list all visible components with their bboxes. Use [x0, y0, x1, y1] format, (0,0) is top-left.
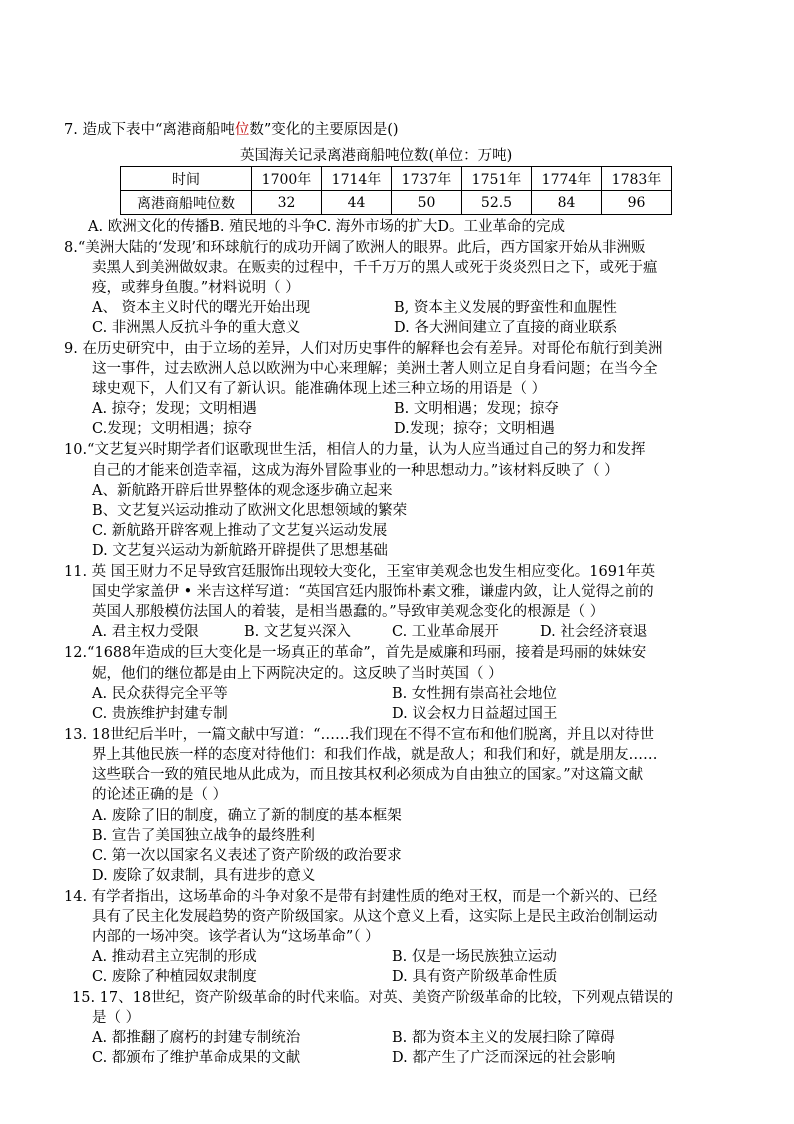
q13-stem-line: 界上其他民族一样的态度对待他们：和我们作战，就是敌人；和我们和好，就是朋友……	[92, 747, 658, 763]
q8-stem-line: 疫，或葬身鱼腹。”材料说明（ ）	[92, 280, 300, 296]
q9-option-c: C.发现；文明相遇；掠夺	[92, 421, 253, 437]
q13-option-b: B. 宣告了美国独立战争的最终胜利	[92, 828, 315, 844]
q8-option-b: B, 资本主义发展的野蛮性和血腥性	[394, 300, 617, 316]
q12-stem-line: 12.“1688年造成的巨大变化是一场真正的革命”，首先是威廉和玛丽，接着是玛丽的妹妹安	[64, 645, 647, 661]
q7-options: A. 欧洲文化的传播B. 殖民地的斗争C. 海外市场的扩大D。工业革命的完成	[88, 219, 565, 235]
q11-stem-line: 国史学家盖伊 • 米吉这样写道：“英国宫廷内服饰朴素文雅，谦虚内敛，让人觉得之前的	[92, 584, 654, 600]
table-cell-year: 1783年	[602, 167, 672, 191]
q9-option-d: D.发现；掠夺；文明相遇	[394, 421, 555, 437]
q10-stem-line: 10.“文艺复兴时期学者们讴歌现世生活，相信人的力量，认为人应当通过自己的努力和发挥	[64, 442, 646, 458]
table-cell-year: 1751年	[462, 167, 532, 191]
q9-option-a: A. 掠夺；发现；文明相遇	[92, 401, 257, 417]
table-cell-value: 96	[602, 191, 672, 215]
q13-option-c: C. 第一次以国家名义表述了资产阶级的政治要求	[92, 848, 402, 864]
table-cell-value: 52.5	[462, 191, 532, 215]
table-cell-value: 44	[322, 191, 392, 215]
q8-stem-line: 8.“美洲大陆的‘发现’和环球航行的成功开阔了欧洲人的眼界。此后，西方国家开始从非洲贩	[64, 240, 646, 256]
table-cell-year: 1774年	[532, 167, 602, 191]
q11-option-a: A. 君主权力受限	[92, 624, 199, 640]
q8-option-c: C. 非洲黑人反抗斗争的重大意义	[92, 320, 301, 336]
q14-option-b: B. 仅是一场民族独立运动	[392, 949, 557, 965]
q12-option-d: D. 议会权力日益超过国王	[392, 706, 558, 722]
q14-stem-line: 具有了民主化发展趋势的资产阶级国家。从这个意义上看，这实际上是民主政治创制运动	[92, 909, 658, 925]
q15-option-c: C. 都颁布了维护革命成果的文献	[92, 1050, 301, 1066]
table-row	[121, 167, 672, 191]
q13-option-d: D. 废除了奴隶制，具有进步的意义	[92, 868, 316, 884]
q15-stem-line: 15. 17、18世纪，资产阶级革命的时代来临。对英、美资产阶级革命的比较，下列观点错误的	[72, 990, 674, 1006]
q13-option-a: A. 废除了旧的制度，确立了新的制度的基本框架	[92, 808, 402, 824]
q11-option-c: C. 工业革命展开	[392, 624, 499, 640]
q7-stem-post: 数”变化的主要原因是()	[249, 122, 399, 138]
q7-stem-pre: 7. 造成下表中“离港商船吨	[64, 122, 235, 138]
q15-option-a: A. 都推翻了腐朽的封建专制统治	[92, 1030, 301, 1046]
table-cell-year: 1714年	[322, 167, 392, 191]
q9-stem-line: 这一事件，过去欧洲人总以欧洲为中心来理解；美洲土著人则立足自身看问题；在当今全	[92, 361, 658, 377]
q8-option-d: D. 各大洲间建立了直接的商业联系	[394, 320, 618, 336]
q13-stem-line: 这些联合一致的殖民地从此成为，而且按其权利必须成为自由独立的国家。”对这篇文献	[92, 767, 644, 783]
q14-option-a: A. 推动君主立宪制的形成	[92, 949, 257, 965]
q14-option-d: D. 具有资产阶级革命性质	[392, 969, 558, 985]
q14-stem-line: 14. 有学者指出，这场革命的斗争对象不是带有封建性质的绝对王权，而是一个新兴的、已经	[64, 889, 658, 905]
q13-stem-line: 13. 18世纪后半叶，一篇文献中写道：“……我们现在不得不宣布和他们脱离，并且以对待世	[64, 727, 655, 743]
q11-stem-line: 11. 英 国王财力不足导致宫廷服饰出现较大变化，王室审美观念也发生相应变化。1691年英	[64, 564, 656, 580]
q10-stem-line: 自己的才能来创造幸福，这成为海外冒险事业的一种思想动力。”该材料反映了（ ）	[92, 463, 619, 479]
table-row	[121, 191, 672, 215]
table-cell-value: 84	[532, 191, 602, 215]
q10-option-d: D. 文艺复兴运动为新航路开辟提供了思想基础	[92, 543, 388, 559]
q12-stem-line: 妮，他们的继位都是由上下两院决定的。这反映了当时英国（ ）	[92, 666, 503, 682]
q11-stem-line: 英国人那般模仿法国人的着装，是相当愚蠢的。”导致审美观念变化的根源是（ ）	[92, 604, 605, 620]
q10-option-b: B、文艺复兴运动推动了欧洲文化思想领域的繁荣	[92, 503, 408, 519]
q7-table-title: 英国海关记录离港商船吨位数(单位：万吨)	[240, 148, 513, 164]
q8-stem-line: 卖黑人到美洲做奴隶。在贩卖的过程中，千千万万的黑人或死于炎炎烈日之下，或死于瘟	[92, 260, 658, 276]
q12-option-b: B. 女性拥有崇高社会地位	[392, 686, 557, 702]
table-row-header: 离港商船吨位数	[121, 191, 252, 215]
q15-option-b: B. 都为资本主义的发展扫除了障碍	[392, 1030, 615, 1046]
table-cell-value: 50	[392, 191, 462, 215]
q7-stem	[64, 120, 399, 140]
q15-stem-line: 是（ ）	[92, 1010, 141, 1026]
q7-stem-highlight: 位	[234, 122, 250, 138]
q9-option-b: B. 文明相遇；发现；掠夺	[394, 401, 559, 417]
q10-option-c: C. 新航路开辟客观上推动了文艺复兴运动发展	[92, 523, 388, 539]
table-cell-year: 1700年	[252, 167, 322, 191]
q15-option-d: D. 都产生了广泛而深远的社会影响	[392, 1050, 616, 1066]
q12-option-a: A. 民众获得完全平等	[92, 686, 228, 702]
table-cell-value: 32	[252, 191, 322, 215]
q14-stem-line: 内部的一场冲突。该学者认为“这场革命”（ ）	[92, 929, 380, 945]
q11-option-d: D. 社会经济衰退	[540, 624, 648, 640]
q10-option-a: A、新航路开辟后世界整体的观念逐步确立起来	[92, 483, 393, 499]
table-cell-year: 1737年	[392, 167, 462, 191]
q13-stem-line: 的论述正确的是（ ）	[92, 787, 228, 803]
q14-option-c: C. 废除了种植园奴隶制度	[92, 969, 257, 985]
q11-option-b: B. 文艺复兴深入	[244, 624, 351, 640]
table-col-header: 时间	[121, 167, 252, 191]
q7-table	[120, 166, 672, 215]
q9-stem-line: 9. 在历史研究中，由于立场的差异，人们对历史事件的解释也会有差异。对哥伦布航行到美洲	[64, 341, 663, 357]
q8-option-a: A、 资本主义时代的曙光开始出现	[92, 300, 311, 316]
q9-stem-line: 球史观下，人们又有了新认识。能准确体现上述三种立场的用语是（ ）	[92, 381, 547, 397]
q12-option-c: C. 贵族维护封建专制	[92, 706, 228, 722]
